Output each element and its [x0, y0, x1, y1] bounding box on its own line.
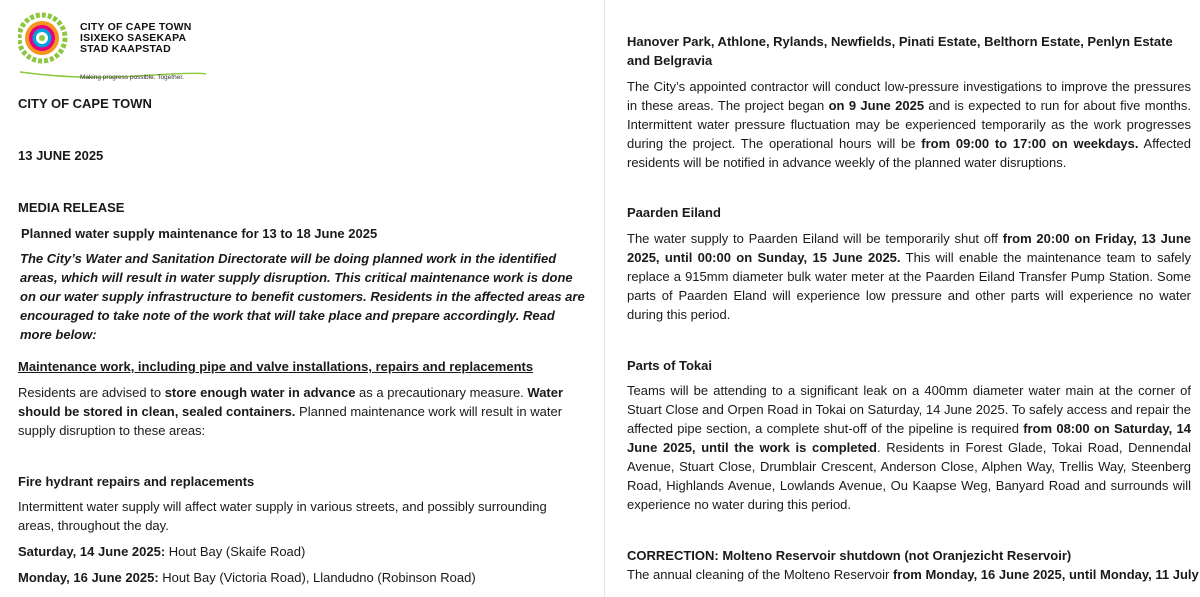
paarden-text: This will enable the maintenance team to safely replace a 915mm diameter bulk water meter at the Paarden Eiland Transfer Pump Station. Some parts of Paarden Eland will experience low pressure and other parts will experience no water during this period.: [627, 250, 1191, 322]
maintenance-text: Planned maintenance work will result in water supply disruption to these areas:: [18, 404, 563, 438]
schedule-date: Monday, 16 June 2025:: [18, 570, 159, 585]
tokai-text: . Residents in Forest Glade, Tokai Road, Dennendal Avenue, Stuart Close, Drumblair Crescent, Anderson Close, Alphen Way, Trellis Way, Steenberg Road, Highlands Avenue, Lowlands Avenue, Ou Kaapse Weg, Banyard Road and surrounds will experience no water during this period.: [627, 440, 1191, 512]
logo-line-xhosa: ISIXEKO SASEKAPA: [80, 32, 187, 44]
hanover-text: and is expected to run for about five months. Intermittent water pressure fluctuation may be experienced temporarily as the work progresses during the project. The operational hours will be: [627, 98, 1191, 151]
column-divider: [604, 0, 605, 597]
hydrant-schedule-item: [18, 568, 476, 587]
release-date: 13 JUNE 2025: [18, 148, 104, 163]
logo-line-afrikaans: STAD KAAPSTAD: [80, 43, 171, 55]
org-name: CITY OF CAPE TOWN: [18, 96, 152, 111]
hydrant-heading: Fire hydrant repairs and replacements: [18, 474, 255, 489]
hanover-body: [627, 77, 1191, 172]
hanover-emphasis: from 09:00 to 17:00 on weekdays.: [921, 136, 1139, 151]
release-headline: Planned water supply maintenance for 13 to 18 June 2025: [21, 226, 378, 241]
paarden-emphasis: from 20:00 on Friday, 13 June 2025, until 00:00 on Sunday, 15 June 2025.: [627, 231, 1191, 265]
city-emblem-icon: [18, 10, 70, 70]
correction-heading: CORRECTION: Molteno Reservoir shutdown (not Oranjezicht Reservoir): [627, 548, 1072, 563]
maintenance-text: as a precautionary measure.: [355, 385, 528, 400]
hanover-heading: Hanover Park, Athlone, Rylands, Newfields, Pinati Estate, Belthorn Estate, Penlyn Estate and Belgravia: [627, 34, 1173, 68]
hydrant-schedule-item: [18, 542, 305, 561]
hanover-text: The City’s appointed contractor will conduct low-pressure investigations to improve the pressures in these areas. The project began: [627, 79, 1191, 113]
maintenance-emphasis: store enough water in advance: [164, 385, 356, 400]
logo-line-english: CITY OF CAPE TOWN: [80, 21, 192, 33]
paarden-text: The water supply to Paarden Eiland will be temporarily shut off: [627, 231, 1003, 246]
tokai-text: Teams will be attending to a significant leak on a 400mm diameter water main at the corner of Stuart Close and Orpen Road in Tokai on Saturday, 14 June 2025. To safely access and repair the affected pipe section, a complete shut-off of the pipeline is required: [627, 383, 1191, 436]
paarden-heading: Paarden Eiland: [627, 205, 721, 220]
maintenance-heading: Maintenance work, including pipe and valve installations, repairs and replacements: [18, 359, 534, 374]
maintenance-paragraph: [18, 383, 582, 440]
hydrant-body: Intermittent water supply will affect water supply in various streets, and possibly surrounding areas, throughout the day.: [18, 499, 547, 533]
correction-emphasis: from Monday, 16 June 2025, until Monday, 11 July: [892, 567, 1199, 582]
correction-text: The annual cleaning of the Molteno Reservoir: [627, 567, 893, 582]
schedule-place: Hout Bay (Skaife Road): [165, 544, 306, 559]
paarden-body: [627, 229, 1191, 324]
release-type: MEDIA RELEASE: [18, 200, 125, 215]
schedule-date: Saturday, 14 June 2025:: [18, 544, 166, 559]
logo-tagline: Making progress possible. Together.: [80, 74, 184, 81]
schedule-place: Hout Bay (Victoria Road), Llandudno (Robinson Road): [158, 570, 476, 585]
tokai-heading: Parts of Tokai: [627, 358, 713, 373]
tokai-body: [627, 381, 1191, 514]
hanover-emphasis: on 9 June 2025: [828, 98, 925, 113]
tokai-emphasis: from 08:00 on Saturday, 14 June 2025, until the work is completed: [627, 421, 1191, 455]
release-intro: The City’s Water and Sanitation Directorate will be doing planned work in the identified areas, which will result in water supply disruption. This critical maintenance work is done on our water supply infrastructure to benefit customers. Residents in the affected areas are encouraged to take note of the work that will take place and prepare accordingly. Read more below:: [20, 251, 585, 342]
hanover-text: Affected residents will be notified in advance weekly of the planned water disruptions.: [627, 136, 1191, 170]
correction-body: [627, 565, 1199, 584]
city-logo: [18, 10, 218, 86]
maintenance-text: Residents are advised to: [18, 385, 165, 400]
maintenance-emphasis: Water should be stored in clean, sealed containers.: [18, 385, 564, 419]
logo-wordmark: [80, 22, 192, 55]
